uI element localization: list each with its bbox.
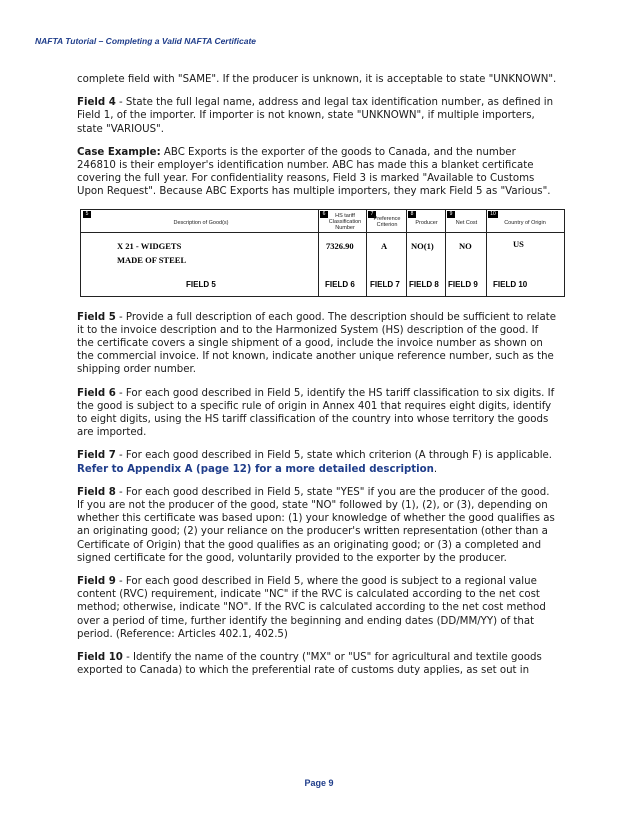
paragraph-case-example <box>77 146 557 199</box>
document-header: NAFTA Tutorial – Completing a Valid NAFTA Certificate <box>35 36 257 46</box>
field-9-label: Field 9 <box>77 576 116 588</box>
page-body <box>77 73 557 688</box>
field-10-label: Field 10 <box>77 652 123 664</box>
header-description: Description of Good(s) <box>173 219 229 226</box>
field-6-tag: FIELD 6 <box>325 280 355 290</box>
column-divider <box>406 210 407 296</box>
paragraph-field-5 <box>77 311 557 377</box>
field-5-label: Field 5 <box>77 311 116 323</box>
description-line-1: X 21 - WIDGETS <box>117 240 182 251</box>
field-8-label: Field 8 <box>77 486 116 498</box>
header-producer: Producer <box>415 219 438 226</box>
producer-value: NO(1) <box>411 240 434 251</box>
case-example-label: Case Example: <box>77 146 161 158</box>
field-5-tag: FIELD 5 <box>186 280 216 290</box>
paragraph-field-8 <box>77 486 557 565</box>
field-7-tag: FIELD 7 <box>370 280 400 290</box>
column-divider <box>445 210 446 296</box>
field-4-label: Field 4 <box>77 97 116 109</box>
net-cost-value: NO <box>459 240 472 251</box>
paragraph-continuation: complete field with "SAME". If the producer is unknown, it is acceptable to state "UNKNOWN". <box>77 74 557 85</box>
header-net-cost: Net Cost <box>455 219 478 226</box>
field-6-text: - For each good described in Field 5, identify the HS tariff classification to six digits. If the good is subject to a specific rule of origin in Annex 401 that requires eight digits, identify to eight digits, using the HS tariff classification of the country into whose territory the goods are imported. <box>77 387 555 439</box>
field-4-text: - State the full legal name, address and legal tax identification number, as defined in Field 1, of the importer. If importer is not known, state "UNKNOWN", if multiple importers, state "VARIOUS". <box>77 97 554 135</box>
field-5-text: - Provide a full description of each good. The description should be sufficient to relate it to the invoice description and to the Harmonized System (HS) description of the good. If the certificate covers a single shipment of a good, include the invoice number as shown on the commercial invoice. If not known, indicate another unique reference number, such as the shipping order number. <box>77 311 557 376</box>
box-number-5: 5 <box>83 211 91 218</box>
field-10-text: - Identify the name of the country ("MX" or "US" for agricultural and textile goods exported to Canada) to which the preferential rate of customs duty applies, as set out in <box>77 652 542 677</box>
field-7-text: - For each good described in Field 5, state which criterion (A through F) is applicable. <box>115 450 553 462</box>
field-6-label: Field 6 <box>77 387 116 399</box>
appendix-a-link[interactable]: Refer to Appendix A (page 12) for a more detailed description <box>77 463 434 475</box>
box-number-8: 8 <box>408 211 416 218</box>
hs-value: 7326.90 <box>326 240 354 251</box>
description-line-2: MADE OF STEEL <box>117 254 187 265</box>
field-9-tag: FIELD 9 <box>448 280 478 290</box>
paragraph-field-10 <box>77 651 557 677</box>
column-divider <box>318 210 319 296</box>
field-9-text: - For each good described in Field 5, where the good is subject to a regional value content (RVC) requirement, indicate "NC" if the RVC is calculated according to the net cost method; otherwise, indicate "NO". If the RVC is calculated according to the net cost method over a period of time, further identify the beginning and ending dates (DD/MM/YY) of that period. (Reference: Articles 402.1, 402.5) <box>77 576 546 640</box>
field-10-tag: FIELD 10 <box>493 280 528 290</box>
header-preference: Preference Criterion <box>373 215 401 228</box>
paragraph-field-9 <box>77 575 557 641</box>
box-number-9: 9 <box>447 211 455 218</box>
header-country-origin: Country of Origin <box>504 219 546 226</box>
field-8-tag: FIELD 8 <box>409 280 439 290</box>
box-number-10: 10 <box>488 211 498 218</box>
page-number: Page 9 <box>304 778 334 788</box>
field-8-text: - For each good described in Field 5, state "YES" if you are the producer of the good. If you are not the producer of the good, state "NO" followed by (1), (2), or (3), depending on whether this certificate was based upon: (1) your knowledge of whether the good qualifies as an originating good; (2) your reliance on the producer's written representation (other than a Certificate of Origin) that the good qualifies as an originating good; or (3) a completed and signed certificate for the good, voluntarily provided to the exporter by the producer. <box>77 486 555 564</box>
origin-value: US <box>513 238 524 249</box>
field-7-tail: . <box>433 463 438 475</box>
paragraph-field-6 <box>77 387 557 440</box>
paragraph-field-4 <box>77 96 557 136</box>
box-number-7: 7 <box>368 211 376 218</box>
paragraph-field-7 <box>77 449 557 475</box>
header-hs-tariff: HS tariff Classification Number <box>328 212 362 231</box>
column-divider <box>366 210 367 296</box>
box-number-6: 6 <box>320 211 328 218</box>
case-example-text: ABC Exports is the exporter of the goods to Canada, and the number 246810 is their employer's identification number. ABC has made this a blanket certificate covering the full year. For confidentiality reasons, Field 3 is marked "Available to Customs Upon Request". Because ABC Exports has multiple importers, they mark Field 5 as "Various". <box>77 146 551 198</box>
preference-value: A <box>381 240 388 251</box>
certificate-form-excerpt <box>80 209 565 297</box>
field-7-label: Field 7 <box>77 450 116 462</box>
